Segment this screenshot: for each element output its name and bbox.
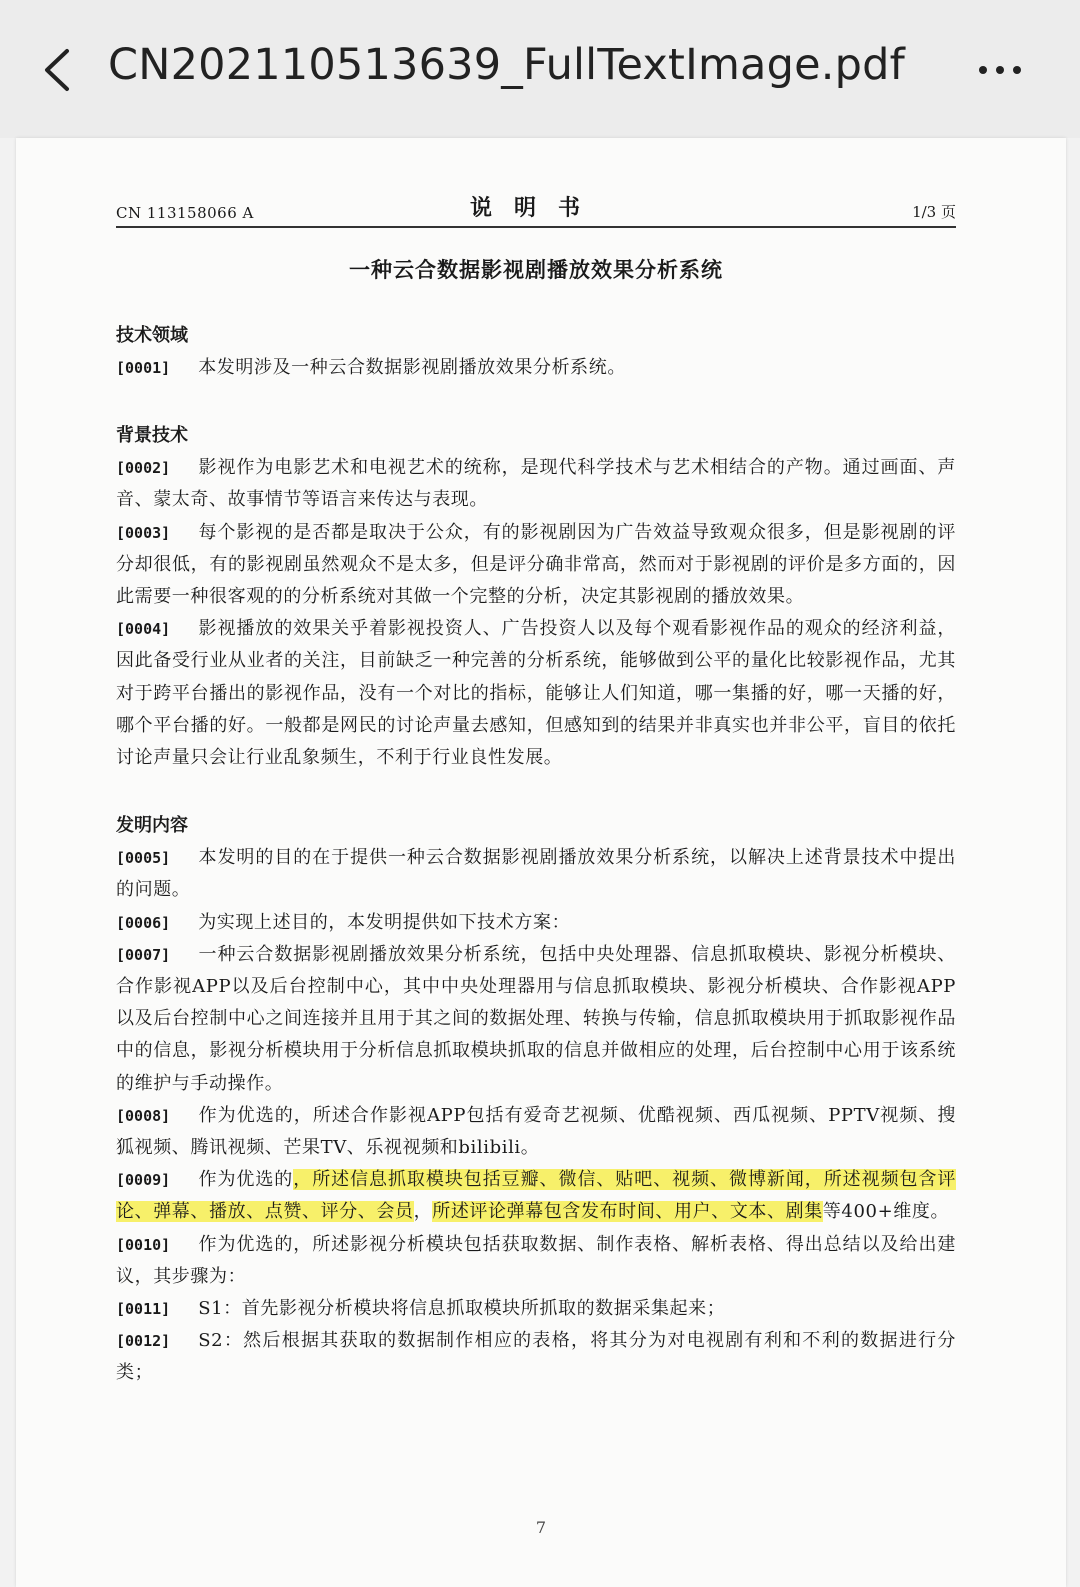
- section-heading: 背景技术: [116, 425, 188, 447]
- paragraph: [116, 842, 956, 906]
- paragraph: [116, 1100, 956, 1164]
- highlighted-text[interactable]: ，所述信息抓取模块包括豆瓣、微信、贴吧、视频、微博新闻: [293, 1169, 805, 1191]
- paragraph-text: 一种云合数据影视剧播放效果分析系统，包括中央处理器、信息抓取模块、影视分析模块、合作影视APP以及后台控制中心，其中中央处理器用与信息抓取模块、影视分析模块、合作影视APP以及后台控制中心之间连接并且用于其之间的数据处理、转换与传输，信息抓取模块用于抓取影视作品中的信息，影视分析模块用于分析信息抓取模块抓取的信息并做相应的处理，后台控制中心用于该系统的维护与手动操作。: [116, 943, 956, 1094]
- paragraph-number: [0002]: [116, 459, 171, 478]
- paragraph-text: 作为优选的: [198, 1169, 294, 1191]
- paragraph-text: 影视播放的效果关乎着影视投资人、广告投资人以及每个观看影视作品的观众的经济利益，因此备受行业从业者的关注，目前缺乏一种完善的分析系统，能够做到公平的量化比较影视作品，尤其对于跨平台播出的影视作品，没有一个对比的指标，能够让人们知道，哪一集播的好，哪一天播的好，哪个平台播的好。一般都是网民的讨论声量去感知，但感知到的结果并非真实也并非公平，盲目的依托讨论声量只会让行业乱象频生，不利于行业良性发展。: [116, 618, 956, 769]
- paragraph: [116, 907, 956, 939]
- highlighted-text[interactable]: 所述评论弹幕包含发布时间、用户、文本、剧集: [432, 1201, 823, 1223]
- paragraph: [116, 613, 956, 774]
- paragraph-text: 每个影视的是否都是取决于公众，有的影视剧因为广告效益导致观众很多，但是影视剧的评分却很低，有的影视剧虽然观众不是太多，但是评分确非常高，然而对于影视剧的评价是多方面的，因此需要一种很客观的的分析系统对其做一个完整的分析，决定其影视剧的播放效果。: [116, 521, 956, 608]
- paragraph: [116, 452, 956, 516]
- more-horizontal-icon: [979, 66, 987, 74]
- paragraph-number: [0006]: [116, 913, 171, 932]
- more-options-button[interactable]: [964, 50, 1036, 90]
- paragraph-number: [0003]: [116, 523, 171, 542]
- document-body: [116, 186, 956, 1390]
- paragraph-number: [0008]: [116, 1106, 171, 1125]
- file-name-title: CN202110513639_FullTextImage.pdf: [108, 40, 905, 90]
- paragraph-text: S2：然后根据其获取的数据制作相应的表格，将其分为对电视剧有利和不利的数据进行分类；: [116, 1330, 956, 1384]
- paragraph-text: 影视作为电影艺术和电视艺术的统称，是现代科学技术与艺术相结合的产物。通过画面、声音、蒙太奇、故事情节等语言来传达与表现。: [116, 457, 956, 511]
- paragraph-number: [0009]: [116, 1171, 171, 1190]
- paragraph-number: [0011]: [116, 1300, 171, 1319]
- paragraph: [116, 1229, 956, 1293]
- paragraph-number: [0005]: [116, 849, 171, 868]
- paragraph-text: 等400+维度。: [822, 1201, 950, 1223]
- more-horizontal-icon: [996, 66, 1004, 74]
- paragraph-number: [0007]: [116, 945, 171, 964]
- paragraph: [116, 517, 956, 614]
- document-type: 说明书: [469, 195, 602, 221]
- paragraph-number: [0012]: [116, 1332, 171, 1351]
- more-horizontal-icon: [1013, 66, 1021, 74]
- paragraph-text: ，: [413, 1201, 433, 1223]
- pdf-page[interactable]: [16, 138, 1066, 1587]
- viewer-toolbar: [0, 0, 1080, 138]
- highlighted-text: ，: [804, 1169, 824, 1191]
- section-heading: 技术领域: [116, 325, 188, 346]
- paragraph-text: 本发明的目的在于提供一种云合数据影视剧播放效果分析系统，以解决上述背景技术中提出的问题。: [116, 847, 956, 901]
- highlighted-text[interactable]: 所述视频包含评论、弹幕、播放、点赞、评分、会员: [116, 1169, 957, 1223]
- paragraph: [116, 1293, 956, 1325]
- paragraph-text: 作为优选的，所述合作影视APP包括有爱奇艺视频、优酷视频、西瓜视频、PPTV视频、搜狐视频、腾讯视频、芒果TV、乐视视频和bilibili。: [116, 1104, 956, 1159]
- paragraph: [116, 1325, 956, 1389]
- paragraph: [116, 352, 956, 384]
- paragraph: [116, 939, 956, 1100]
- document-header: [116, 186, 956, 228]
- paragraph-text: 本发明涉及一种云合数据影视剧播放效果分析系统。: [198, 357, 626, 378]
- section-heading: 发明内容: [116, 815, 188, 837]
- paragraph-number: [0001]: [116, 359, 171, 377]
- chevron-left-icon: [39, 47, 73, 93]
- paragraph-text: 为实现上述目的，本发明提供如下技术方案：: [198, 911, 571, 933]
- paragraph-highlighted: [116, 1164, 956, 1228]
- paragraph-text: 作为优选的，所述影视分析模块包括获取数据、制作表格、解析表格、得出总结以及给出建议，其步骤为：: [116, 1233, 956, 1287]
- paragraph-number: [0004]: [116, 620, 171, 639]
- page-footer-number: 7: [535, 1518, 547, 1537]
- page-indicator: 1/3 页: [912, 203, 956, 221]
- paragraph-number: [0010]: [116, 1235, 171, 1254]
- publication-number: CN 113158066 A: [116, 204, 254, 222]
- paragraph-text: S1：首先影视分析模块将信息抓取模块所抓取的数据采集起来；: [198, 1298, 726, 1320]
- back-button[interactable]: [28, 42, 84, 98]
- document-title: 一种云合数据影视剧播放效果分析系统: [349, 257, 723, 282]
